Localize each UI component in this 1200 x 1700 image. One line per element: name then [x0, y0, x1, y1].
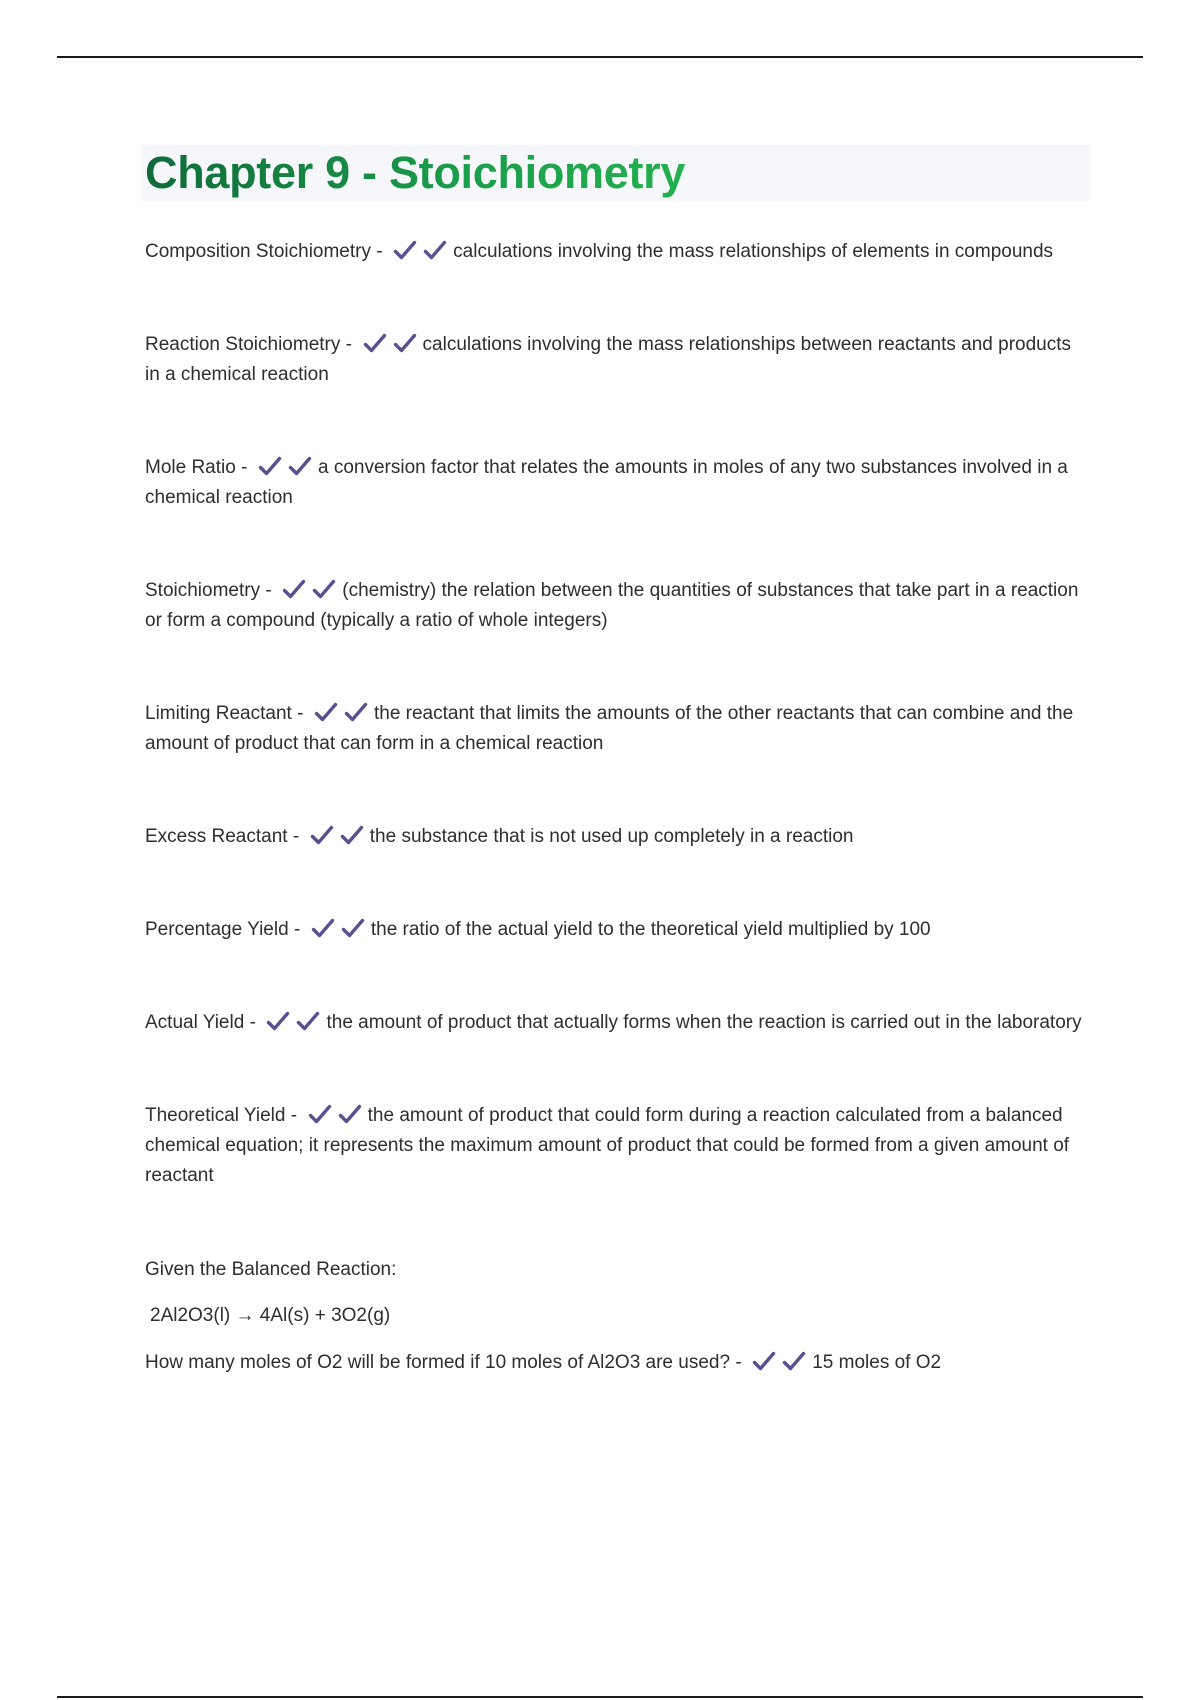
term-separator: -: [370, 241, 394, 262]
check-icon: [752, 1350, 776, 1372]
term-entry: [145, 453, 1090, 513]
term-definition: the amount of product that actually forms when the reaction is carried out in the laboratory: [326, 1012, 1082, 1033]
check-icon: [782, 1350, 806, 1372]
term-name: Theoretical Yield: [145, 1105, 286, 1126]
check-icon: [338, 1103, 362, 1125]
term-definition: the reactant that limits the amounts of the other reactants that can combine and the amount of product that can form in a chemical reaction: [145, 703, 1074, 754]
check-icon: [308, 1103, 332, 1125]
term-separator: -: [235, 457, 258, 478]
term-name: Mole Ratio: [145, 457, 236, 478]
term-entry: [145, 915, 1090, 945]
term-name: Percentage Yield: [145, 919, 289, 940]
term-definition: calculations involving the mass relationships of elements in compounds: [453, 241, 1054, 262]
term-definition: (chemistry) the relation between the quantities of substances that take part in a reaction or form a compound (typically a ratio of whole integers): [145, 580, 1079, 631]
given-block: [145, 1255, 1090, 1378]
term-separator: -: [260, 580, 283, 601]
term-definition: the ratio of the actual yield to the theoretical yield multiplied by 100: [370, 919, 931, 940]
given-label: Given the Balanced Reaction:: [145, 1259, 397, 1280]
term-separator: -: [244, 1012, 267, 1033]
term-name: Excess Reactant: [145, 826, 288, 847]
check-icon: [312, 578, 336, 600]
question-separator: -: [730, 1352, 753, 1373]
check-icon: [423, 239, 447, 261]
check-icon: [340, 824, 364, 846]
check-icon: [258, 455, 282, 477]
question-text: How many moles of O2 will be formed if 10 moles of Al2O3 are used?: [145, 1352, 731, 1373]
check-icon: [311, 917, 335, 939]
check-icon: [393, 332, 417, 354]
title-band: [141, 145, 1090, 201]
term-definition: the substance that is not used up completely in a reaction: [369, 826, 854, 847]
term-name: Composition Stoichiometry: [145, 241, 371, 262]
term-name: Stoichiometry: [145, 580, 261, 601]
term-entry: [145, 822, 1090, 852]
check-icon: [363, 332, 387, 354]
check-icon: [266, 1010, 290, 1032]
document-body: [145, 145, 1090, 1378]
check-icon: [341, 917, 365, 939]
check-icon: [310, 824, 334, 846]
question: [145, 1348, 1090, 1378]
term-separator: -: [285, 1105, 308, 1126]
check-icon: [314, 701, 338, 723]
top-rule: [57, 56, 1143, 58]
check-icon: [393, 239, 417, 261]
term-definition: a conversion factor that relates the amounts in moles of any two substances involved in a chemical reaction: [145, 457, 1068, 508]
check-icon: [344, 701, 368, 723]
term-entry: [145, 237, 1090, 267]
term-separator: -: [287, 826, 310, 847]
term-separator: -: [291, 703, 314, 724]
term-entry: [145, 699, 1090, 759]
balanced-equation: 2Al2O3(l) → 4Al(s) + 3O2(g): [150, 1305, 391, 1326]
page-title: Chapter 9 - Stoichiometry: [145, 147, 686, 198]
term-entry: [145, 1008, 1090, 1038]
term-name: Limiting Reactant: [145, 703, 292, 724]
question-answer: 15 moles of O2: [812, 1352, 942, 1373]
check-icon: [288, 455, 312, 477]
term-entry: [145, 576, 1090, 636]
term-list: [145, 237, 1090, 1191]
term-entry: [145, 1101, 1090, 1191]
term-definition: calculations involving the mass relationships between reactants and products in a chemical reaction: [145, 334, 1072, 385]
term-separator: -: [288, 919, 311, 940]
term-definition: the amount of product that could form during a reaction calculated from a balanced chemical equation; it represents the maximum amount of product that could be formed from a given amount of reactant: [145, 1105, 1070, 1186]
check-icon: [296, 1010, 320, 1032]
term-name: Actual Yield: [145, 1012, 245, 1033]
bottom-rule: [57, 1696, 1143, 1698]
term-name: Reaction Stoichiometry: [145, 334, 341, 355]
term-entry: [145, 330, 1090, 390]
check-icon: [282, 578, 306, 600]
term-separator: -: [340, 334, 363, 355]
